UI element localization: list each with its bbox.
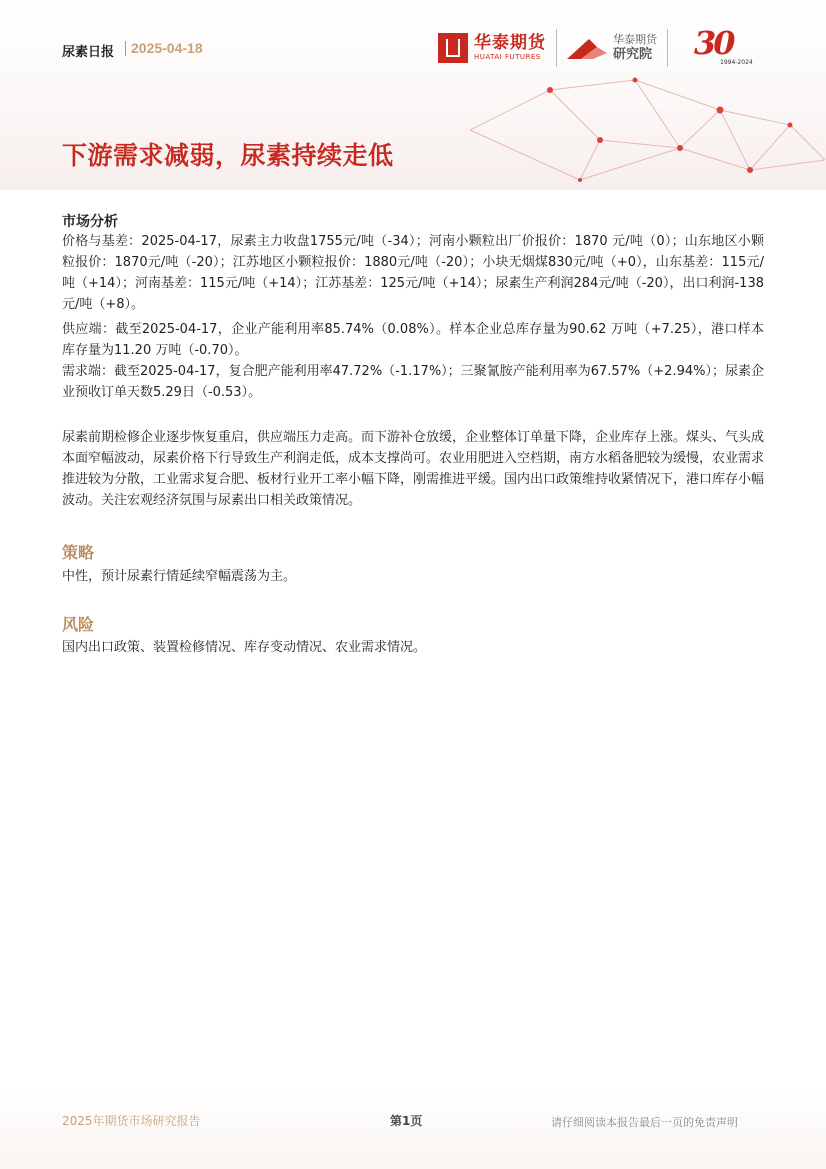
- page-number: 第1页: [390, 1114, 423, 1128]
- report-type-divider: [125, 41, 126, 56]
- institute-logo-icon: [567, 35, 607, 61]
- strategy-text: 中性，预计尿素行情延续窄幅震荡为主。: [62, 569, 297, 584]
- risk-text: 国内出口政策、装置检修情况、库存变动情况、农业需求情况。: [62, 640, 427, 655]
- company-name-cn: 华泰期货: [474, 33, 546, 53]
- institute-line-2: 研究院: [613, 47, 653, 62]
- footer-disclaimer-note: 请仔细阅读本报告最后一页的免责声明: [551, 1116, 738, 1129]
- anniversary-years: 1994-2024: [720, 59, 753, 66]
- market-analysis-heading: 市场分析: [62, 214, 118, 230]
- summary-paragraph: 尿素前期检修企业逐步恢复重启，供应端压力走高。而下游补仓放缓，企业整体订单量下降，企业库存上涨。煤头、气头成本面窄幅波动，尿素价格下行导致生产利润走低，成本支撑尚可。农业用肥进入空档期，南方水稻备肥较为缓慢，农业需求推进较为分散，工业需求复合肥、板材行业开工率小幅下降，刚需推进平缓。国内出口政策维持收紧情况下，港口库存小幅波动。关注宏观经济氛围与尿素出口相关政策情况。: [62, 430, 765, 508]
- network-decoration: [430, 70, 826, 195]
- strategy-heading: 策略: [62, 543, 95, 562]
- risk-heading: 风险: [62, 615, 95, 634]
- institute-wordmark: [613, 33, 657, 63]
- supply-paragraph: 供应端：截至2025-04-17，企业产能利用率85.74%（0.08%）。样本企业总库存量为90.62 万吨（+7.25），港口样本库存量为11.20 万吨（-0.70）。: [62, 322, 764, 358]
- anniversary-number: 30: [694, 24, 733, 62]
- price-basis-paragraph: 价格与基差：2025-04-17，尿素主力收盘1755元/吨（-34）；河南小颗粒出厂价报价：1870 元/吨（0）；山东地区小颗粒报价：1870元/吨（-20）；江苏地区小颗粒报价：1880元/吨（-20）；小块无烟煤830元/吨（+0），山东基差：115元/吨（+14）；河南基差：115元/吨（+14）；江苏基差：125元/吨（+14）；尿素生产利润284元/吨（-20），出口利润-138元/吨（+8）。: [62, 234, 764, 312]
- brand-logos: [438, 26, 678, 70]
- huatai-logo-icon: [438, 33, 468, 63]
- company-name-en: HUATAI FUTURES: [474, 53, 541, 61]
- demand-paragraph: 需求端：截至2025-04-17，复合肥产能利用率47.72%（-1.17%）；三聚氰胺产能利用率为67.57%（+2.94%）；尿素企业预收订单天数5.29日（-0.53）。: [62, 364, 764, 400]
- huatai-wordmark: [474, 34, 546, 62]
- report-type: 尿素日报: [62, 45, 115, 60]
- institute-line-1: 华泰期货: [613, 33, 657, 46]
- report-date: 2025-04-18: [131, 40, 203, 56]
- anniversary-badge: [694, 26, 756, 68]
- footer-report-series: 2025年期货市场研究报告: [62, 1114, 201, 1128]
- page-title: 下游需求减弱，尿素持续走低: [62, 141, 394, 170]
- logo-divider: [556, 29, 557, 67]
- logo-divider-2: [667, 29, 668, 67]
